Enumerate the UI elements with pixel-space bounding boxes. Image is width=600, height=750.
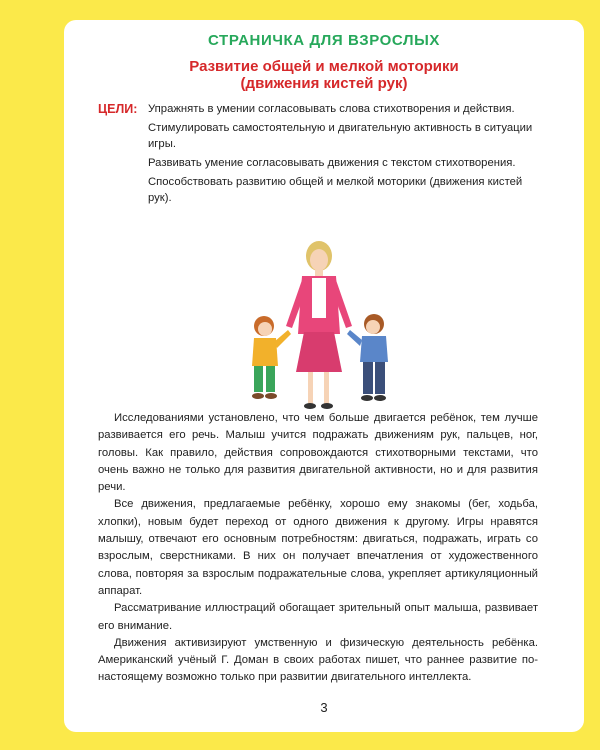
woman-figure xyxy=(286,241,352,409)
paragraph: Исследованиями установлено, что чем больше двигается ребёнок, тем лучше развивается его речь. Малыш учится подражать движениям рук, пальцев, ног, головы. Как правило, действия сопровождаются стихотворными текстами, что очень важно не только для развития двигательной активности, но и для развития речи. xyxy=(98,412,538,494)
body-text xyxy=(98,410,538,687)
paragraph: Движения активизируют умственную и физическую деятельность ребёнка. Американский учёный Г. Доман в своих работах пишет, что раннее развитие по-настоящему возможно только при развитии двигательного интеллекта. xyxy=(98,636,538,684)
goal-item: Развивать умение согласовывать движения с текстом стихотворения. xyxy=(148,157,516,169)
page-sheet xyxy=(64,20,584,732)
paragraph: Рассматривание иллюстраций обогащает зрительный опыт малыша, развивает его внимание. xyxy=(98,602,538,632)
section-header: СТРАНИЧКА ДЛЯ ВЗРОСЛЫХ xyxy=(208,32,440,49)
goal-item: Стимулировать самостоятельную и двигательную активность в ситуации игры. xyxy=(148,122,533,150)
page-title xyxy=(64,58,584,92)
goals-list xyxy=(148,101,538,209)
page-number: 3 xyxy=(320,700,328,715)
paragraph: Все движения, предлагаемые ребёнку, хорошо ему знакомы (бег, ходьба, хлопки), новым будет переход от одного движения к другому. Игры нравятся малышу, отвечают его основным потребностям: двигаться, подражать, играть со взрослым, сверстниками. В них он получает впечатления от художественного слова, повторяя за взрослым подражательные слова, укрепляет артикуляционный аппарат. xyxy=(98,498,538,597)
woman-with-two-children-illustration xyxy=(214,234,424,412)
child-left-figure xyxy=(252,316,291,399)
child-right-figure xyxy=(347,314,388,401)
title-line-2: (движения кистей рук) xyxy=(240,75,408,92)
title-line-1: Развитие общей и мелкой моторики xyxy=(189,58,459,75)
goal-item: Способствовать развитию общей и мелкой моторики (движения кистей рук). xyxy=(148,176,523,204)
goal-item: Упражнять в умении согласовывать слова стихотворения и действия. xyxy=(148,103,515,115)
goals-label: ЦЕЛИ: xyxy=(98,102,138,116)
